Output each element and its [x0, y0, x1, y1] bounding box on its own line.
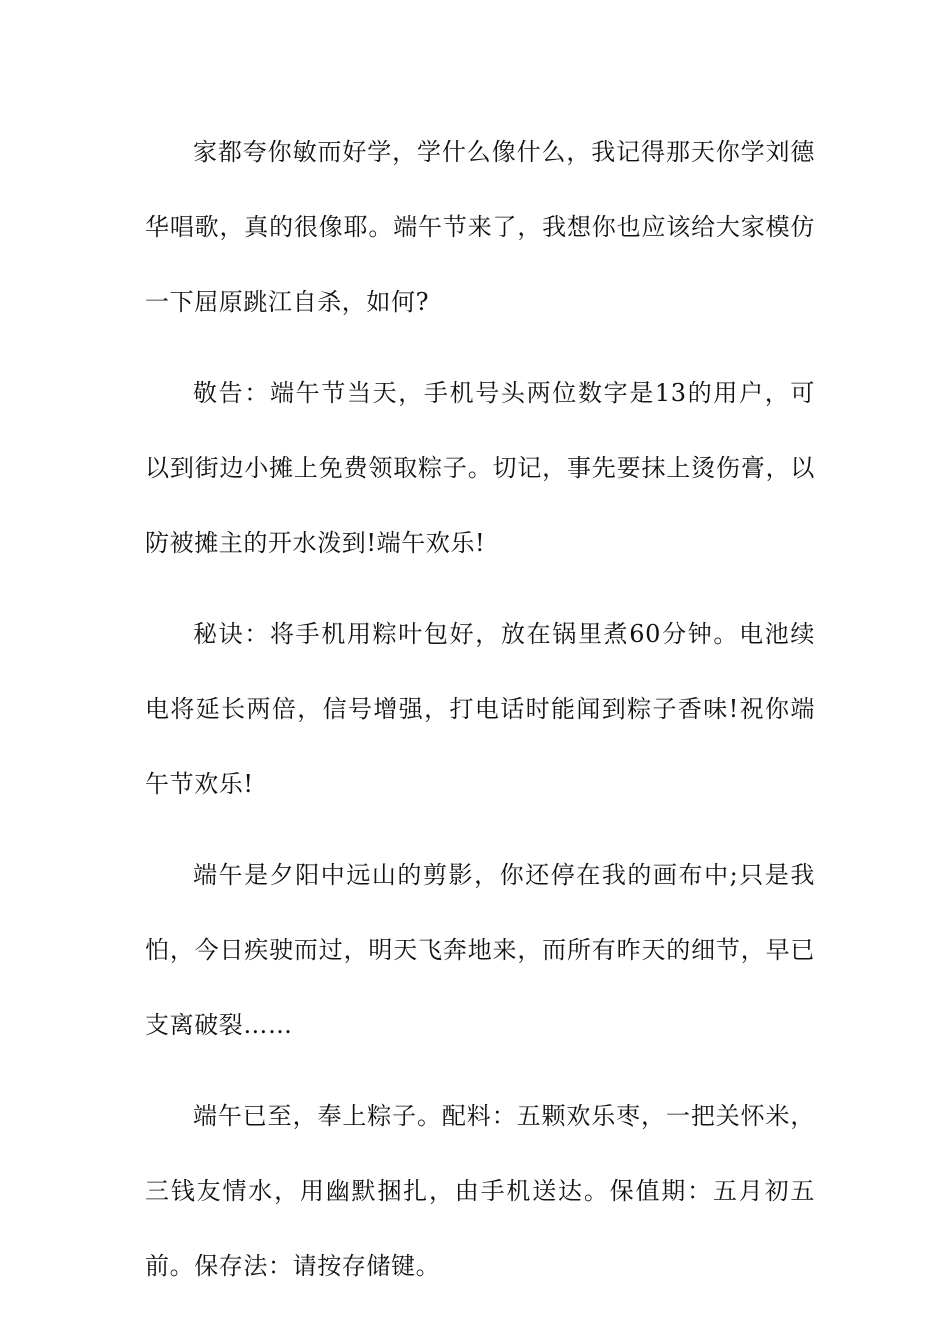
paragraph: 家都夸你敏而好学，学什么像什么，我记得那天你学刘德华唱歌，真的很像耶。端午节来了，我想你也应该给大家模仿一下屈原跳江自杀，如何?: [145, 138, 815, 316]
paragraph: 端午已至，奉上粽子。配料：五颗欢乐枣，一把关怀米，三钱友情水，用幽默捆扎，由手机送达。保值期：五月初五前。保存法：请按存储键。: [145, 1102, 815, 1280]
paragraph: 秘诀：将手机用粽叶包好，放在锅里煮60分钟。电池续电将延长两倍，信号增强，打电话时能闻到粽子香味!祝你端午节欢乐!: [145, 620, 815, 798]
document-body: [145, 115, 815, 1320]
paragraph: 敬告：端午节当天，手机号头两位数字是13的用户，可以到街边小摊上免费领取粽子。切记，事先要抹上烫伤膏，以防被摊主的开水泼到!端午欢乐!: [145, 379, 815, 557]
paragraph: 端午是夕阳中远山的剪影，你还停在我的画布中;只是我怕，今日疾驶而过，明天飞奔地来，而所有昨天的细节，早已支离破裂……: [145, 861, 815, 1039]
